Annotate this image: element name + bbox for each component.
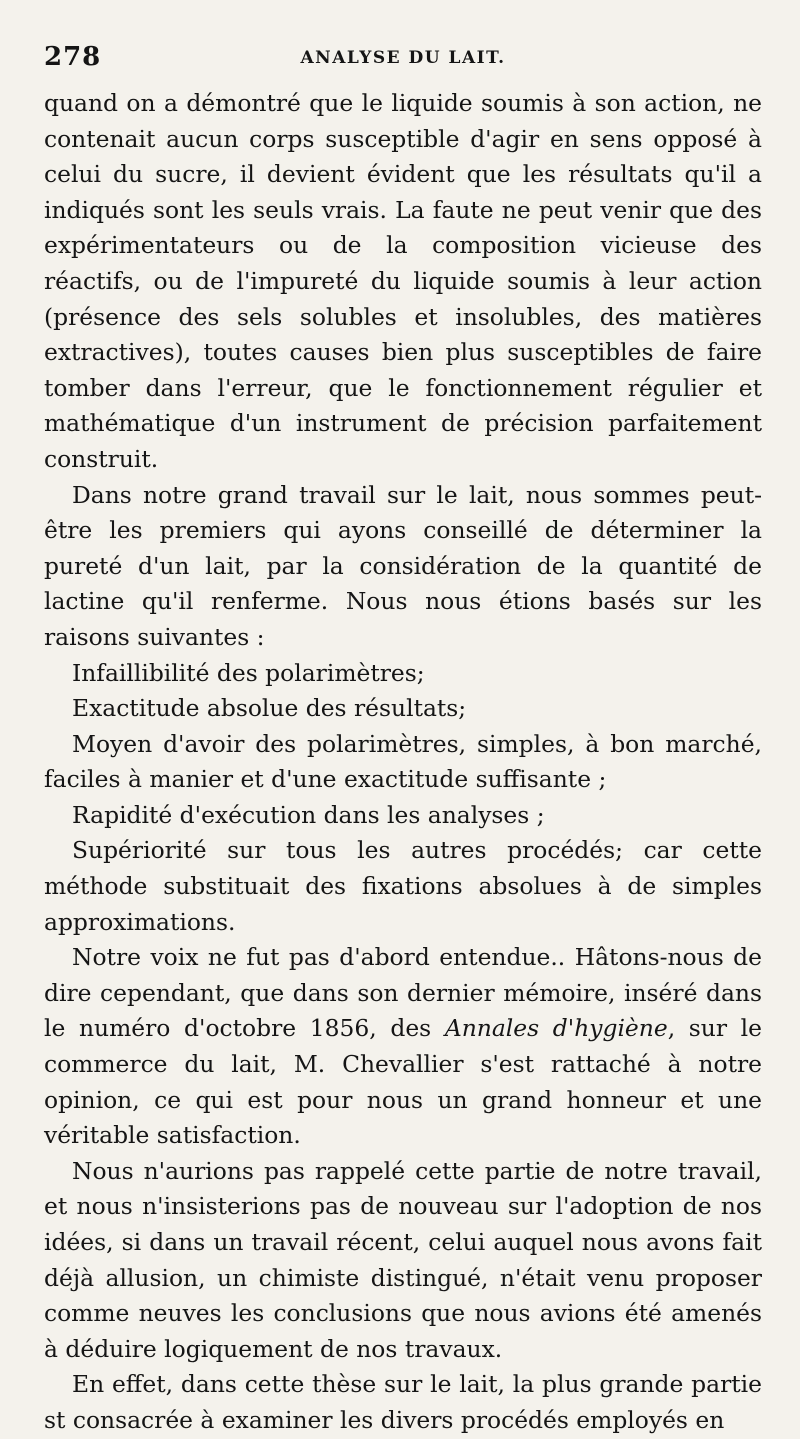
running-title: ANALYSE DU LAIT. [300, 48, 506, 68]
paragraph-text: , sur le commerce du lait, M. Chevallier s'est rattaché à notre opinion, ce qui est pour nous un grand honneur et une véritable satisfaction. [44, 1014, 762, 1150]
list-item: Rapidité d'exécution dans les analyses ; [72, 800, 545, 829]
journal-title: Annales d'hygiène [444, 1014, 668, 1043]
body-text [44, 86, 762, 1439]
page-number: 278 [44, 42, 102, 72]
paragraph: quand on a démontré que le liquide soumis à son action, ne contenait aucun corps susceptible d'agir en sens opposé à celui du sucre, il devient évident que les résultats qu'il a indiqués sont les seuls vrais. La faute ne peut venir que des expérimentateurs ou de la composition vicieuse des réactifs, ou de l'impureté du liquide soumis à leur action (présence des sels solubles et insolubles, des matières extractives), toutes causes bien plus susceptibles de faire tomber dans l'erreur, que le fonctionnement régulier et mathématique d'un instrument de précision parfaitement construit. [44, 89, 762, 473]
list-item: Moyen d'avoir des polarimètres, simples, à bon marché, faciles à manier et d'une exactitude suffisante ; [44, 729, 762, 794]
list-item: Supériorité sur tous les autres procédés; car cette méthode substituait des fixations absolues à de simples approximations. [44, 836, 762, 936]
paragraph [44, 940, 762, 1154]
running-head [44, 40, 762, 80]
paragraph-text: Notre voix ne fut pas d'abord entendue.. Hâtons-nous de dire cependant, que dans son dernier mémoire, inséré dans le numéro d'octobre 1856, des [44, 943, 762, 1043]
list-item: Infaillibilité des polarimètres; [72, 658, 425, 687]
list-item: Exactitude absolue des résultats; [72, 694, 467, 723]
paragraph: Nous n'aurions pas rappelé cette partie de notre travail, et nous n'insisterions pas de nouveau sur l'adoption de nos idées, si dans un travail récent, celui auquel nous avons fait déjà allusion, un chimiste distingué, n'était venu proposer comme neuves les conclusions que nous avions été amenés à déduire logiquement de nos travaux. [44, 1156, 762, 1363]
paragraph: Dans notre grand travail sur le lait, nous sommes peut-être les premiers qui ayons conseillé de déterminer la pureté d'un lait, par la considération de la quantité de lactine qu'il renferme. Nous nous étions basés sur les raisons suivantes : [44, 480, 762, 651]
paragraph: En effet, dans cette thèse sur le lait, la plus grande partie st consacrée à examiner les divers procédés employés en [44, 1370, 762, 1434]
